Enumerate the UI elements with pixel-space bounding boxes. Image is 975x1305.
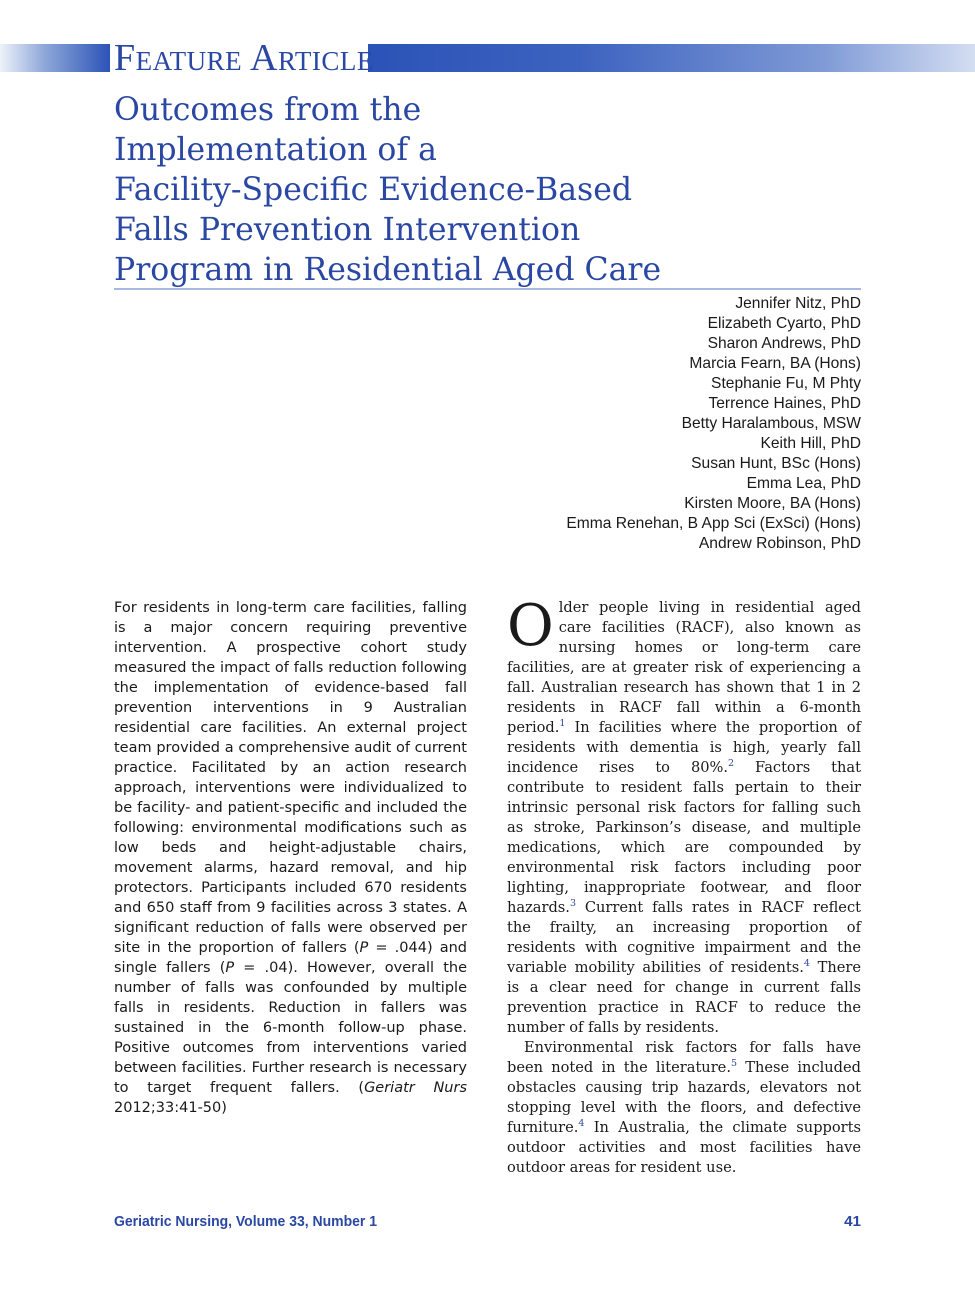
author-name: Stephanie Fu, M Phty	[711, 375, 861, 392]
author-list	[361, 294, 861, 554]
reference-marker[interactable]: 4	[803, 958, 810, 969]
body-paragraph	[507, 593, 861, 1038]
body-sentence: Environmental risk factors for falls have been noted in the literature.	[507, 1039, 861, 1076]
reference-marker[interactable]: 2	[728, 758, 735, 769]
body-sentence: lder people living in residential aged care facilities (RACF), also known as nursing homes or long-term care facilities, are at greater risk of experiencing a fall. Australian research has shown that 1 in 2 residents in RACF fall within a 6-month period.	[507, 599, 861, 736]
reference-marker[interactable]: 4	[578, 1118, 585, 1129]
title-line: Facility-Specific Evidence-Based	[114, 172, 633, 208]
title-line: Outcomes from the	[114, 92, 422, 128]
author-name: Andrew Robinson, PhD	[698, 535, 861, 552]
body-sentence: Factors that contribute to resident falls pertain to their intrinsic personal risk factors for falling such as stroke, Parkinson’s disease, and multiple medications, which are compounded by environmental risk factors including poor lighting, inappropriate footwear, and floor hazards.	[507, 759, 861, 916]
author-name: Keith Hill, PhD	[760, 435, 861, 452]
page-number: 41	[844, 1213, 861, 1230]
author-name: Marcia Fearn, BA (Hons)	[689, 355, 861, 372]
drop-cap: O	[507, 593, 554, 659]
abstract-text: = .044) and single fallers (	[114, 940, 467, 976]
abstract	[114, 598, 467, 1118]
citation-details: 2012;33:41-50)	[114, 1100, 227, 1116]
footer-journal: Geriatric Nursing, Volume 33, Number 1	[114, 1213, 377, 1230]
article-title	[114, 90, 874, 290]
reference-marker[interactable]: 5	[730, 1058, 738, 1069]
author-name: Jennifer Nitz, PhD	[735, 295, 861, 312]
body-sentence: Current falls rates in RACF reflect the frailty, an increasing proportion of residents with cognitive impairment and the variable mobility abilities of residents.	[507, 899, 861, 976]
body-sentence: There is a clear need for change in current falls prevention practice in RACF to reduce the number of falls by residents.	[507, 959, 861, 1036]
header-band-left	[0, 44, 110, 72]
author-name: Terrence Haines, PhD	[708, 395, 861, 412]
author-name: Sharon Andrews, PhD	[707, 335, 861, 352]
reference-marker[interactable]: 3	[569, 898, 576, 909]
author-name: Emma Renehan, B App Sci (ExSci) (Hons)	[566, 515, 861, 532]
body-text	[507, 593, 861, 1178]
title-divider	[114, 288, 861, 290]
author-name: Betty Haralambous, MSW	[681, 415, 861, 432]
title-line: Implementation of a	[114, 132, 437, 168]
body-sentence: These included obstacles causing trip hazards, elevators not stopping level with the floors, and defective furniture.	[507, 1059, 861, 1136]
body-sentence: In Australia, the climate supports outdoor activities and most facilities have outdoor areas for resident use.	[507, 1119, 861, 1176]
reference-marker[interactable]: 1	[559, 718, 566, 729]
header-band-right	[368, 44, 975, 72]
p-value-label: P	[359, 940, 369, 956]
abstract-text: For residents in long-term care facilities, falling is a major concern requiring preventive intervention. A prospective cohort study measured the impact of falls reduction following the implementation of evidence-based fall prevention interventions in 9 Australian residential care facilities. An external project team provided a comprehensive audit of current practice. Facilitated by an action research approach, interventions were individualized to be facility- and patient-specific and included the following: environmental modifications such as low beds and height-adjustable chairs, movement alarms, hazard removal, and hip protectors. Participants included 670 residents and 650 staff from 9 facilities across 3 states. A significant reduction of falls were observed per site in the proportion of fallers (	[114, 600, 467, 956]
abstract-text: = .04). However, overall the number of falls was confounded by multiple falls in residents. Reduction in fallers was sustained in the 6-month follow-up phase. Positive outcomes from interventions varied between facilities. Further research is necessary to target frequent fallers. (	[114, 960, 467, 1096]
author-name: Kirsten Moore, BA (Hons)	[684, 495, 861, 512]
citation-journal: Geriatr Nurs	[364, 1080, 467, 1096]
body-paragraph	[507, 1038, 861, 1178]
author-name: Susan Hunt, BSc (Hons)	[691, 455, 861, 472]
section-label: Feature Article	[114, 37, 374, 79]
title-line: Program in Residential Aged Care	[114, 252, 662, 288]
body-sentence: In facilities where the proportion of residents with dementia is high, yearly fall incidence rises to 80%.	[507, 719, 861, 776]
author-name: Elizabeth Cyarto, PhD	[707, 315, 861, 332]
p-value-label: P	[225, 960, 235, 976]
title-line: Falls Prevention Intervention	[114, 212, 581, 248]
author-name: Emma Lea, PhD	[746, 475, 861, 492]
